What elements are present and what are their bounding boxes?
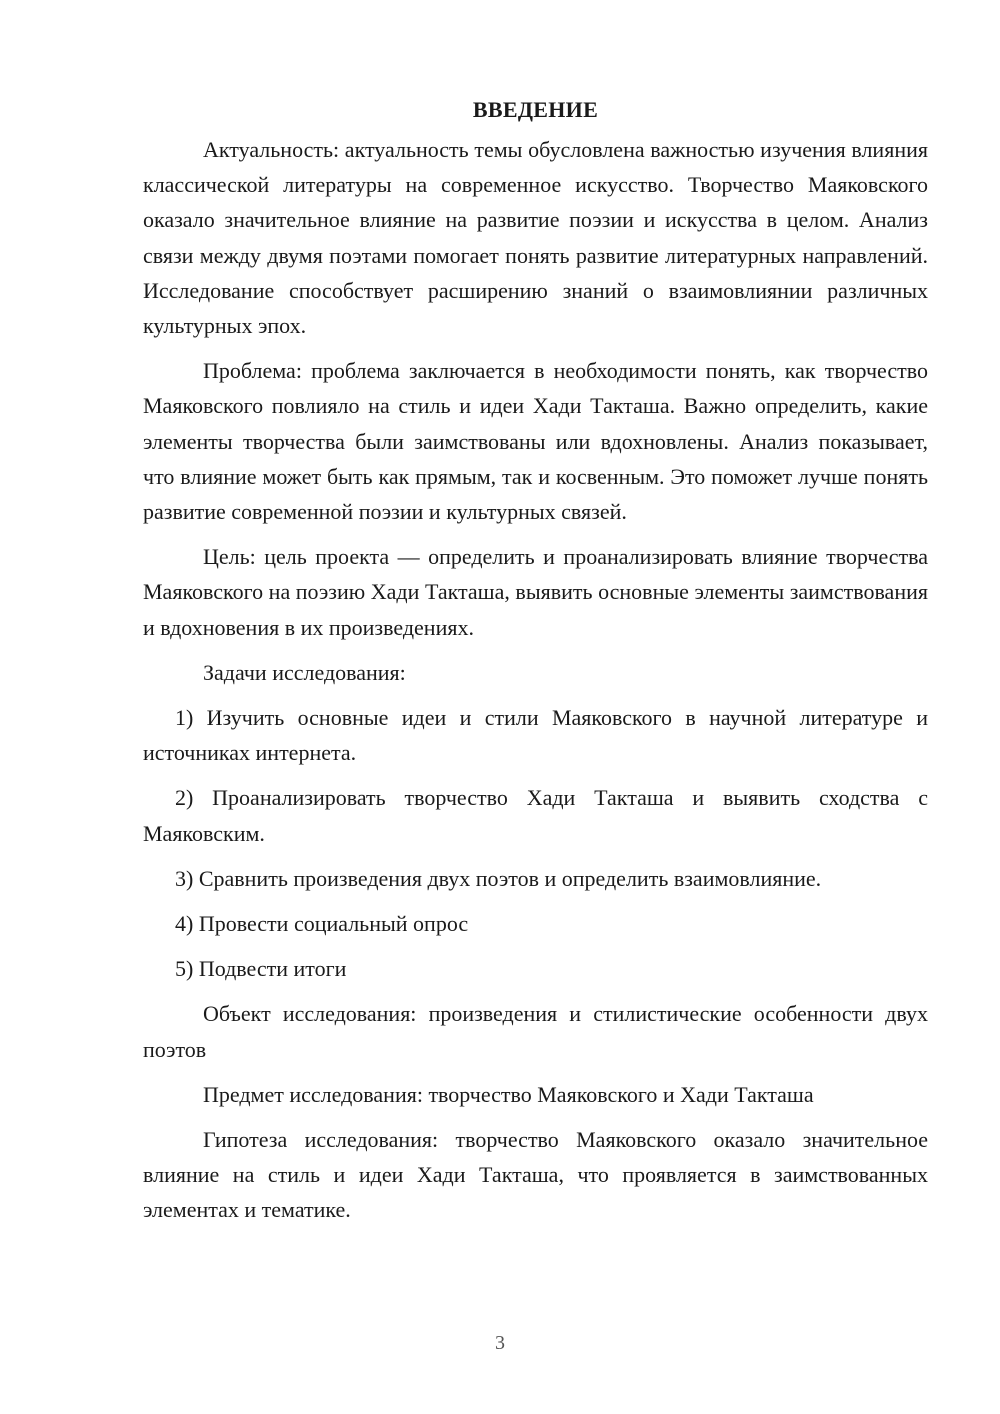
tasks-list — [143, 700, 928, 986]
goal-paragraph: Цель: цель проекта — определить и проанализировать влияние творчества Маяковского на поэзию Хади Такташа, выявить основные элементы заимствования и вдохновения в их произведениях. — [143, 544, 928, 640]
object-paragraph: Объект исследования: произведения и стилистические особенности двух поэтов — [143, 1001, 928, 1062]
problem-paragraph: Проблема: проблема заключается в необходимости понять, как творчество Маяковского повлияло на стиль и идеи Хади Такташа. Важно определить, какие элементы творчества были заимствованы или вдохновлены. Анализ показывает, что влияние может быть как прямым, так и косвенным. Это поможет лучше понять развитие современной поэзии и культурных связей. — [143, 358, 928, 525]
section-title: ВВЕДЕНИЕ — [472, 97, 599, 122]
tasks-heading: Задачи исследования: — [203, 659, 406, 685]
task-item: 2) Проанализировать творчество Хади Такташа и выявить сходства с Маяковским. — [143, 785, 928, 846]
page-number: 3 — [495, 1332, 505, 1354]
document-page — [143, 92, 928, 1238]
task-item: 5) Подвести итоги — [175, 956, 347, 982]
task-item: 3) Сравнить произведения двух поэтов и определить взаимовлияние. — [175, 865, 822, 891]
relevance-paragraph: Актуальность: актуальность темы обусловлена важностью изучения влияния классической литературы на современное искусство. Творчество Маяковского оказало значительное влияние на развитие поэзии и искусства в целом. Анализ связи между двумя поэтами помогает понять развитие литературных направлений. Исследование способствует расширению знаний о взаимовлиянии различных культурных эпох. — [143, 137, 928, 339]
task-item: 1) Изучить основные идеи и стили Маяковского в научной литературе и источниках интернета. — [143, 705, 928, 766]
task-item: 4) Провести социальный опрос — [175, 911, 469, 937]
hypothesis-paragraph: Гипотеза исследования: творчество Маяковского оказало значительное влияние на стиль и идеи Хади Такташа, что проявляется в заимствованных элементах и тематике. — [143, 1127, 928, 1223]
subject-paragraph: Предмет исследования: творчество Маяковского и Хади Такташа — [203, 1081, 814, 1107]
